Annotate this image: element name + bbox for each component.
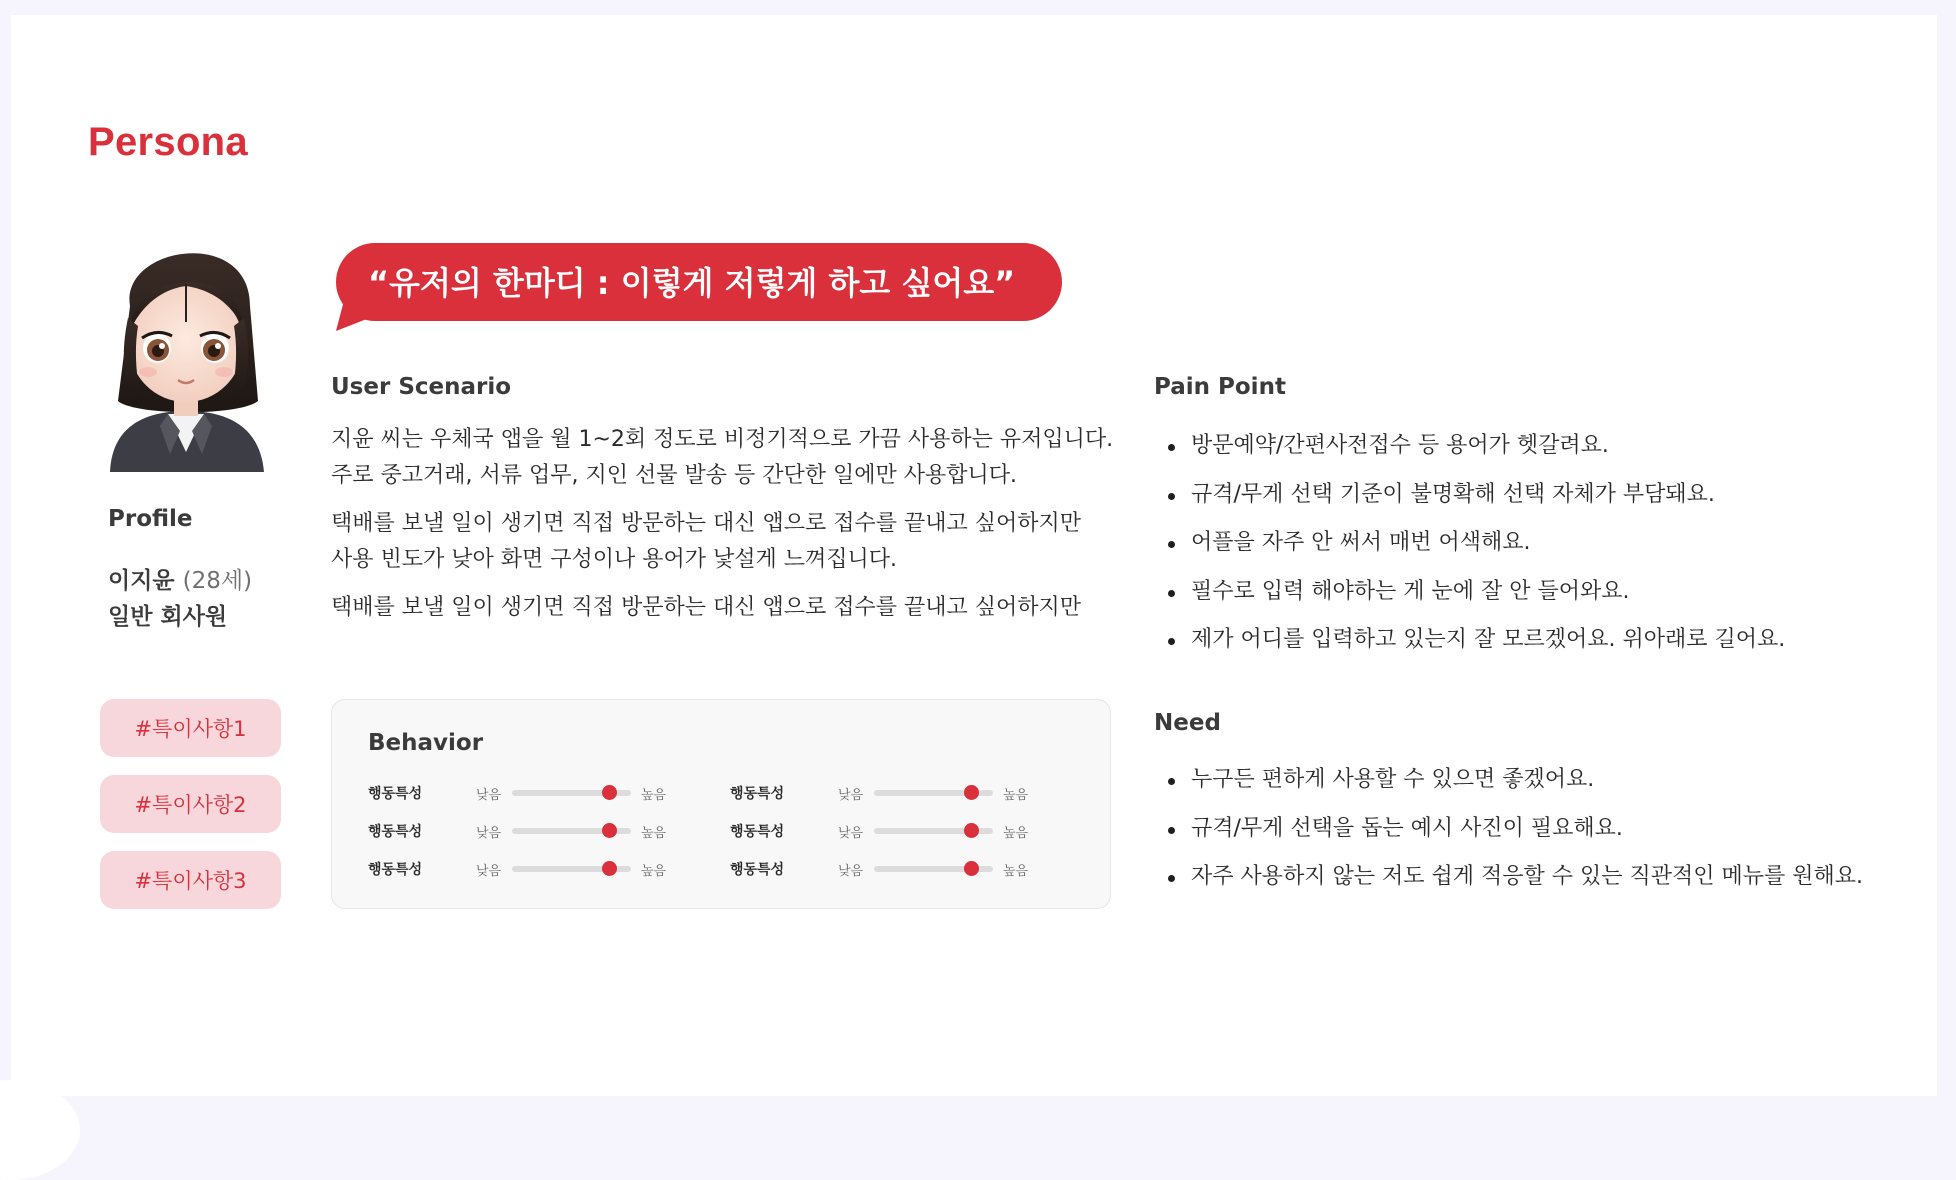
behavior-slider[interactable] [512, 828, 631, 834]
behavior-high-label: 높음 [1003, 825, 1029, 841]
scenario-line: 주로 중고거래, 서류 업무, 지인 선물 발송 등 간단한 일에만 사용합니다. [331, 463, 1017, 488]
bullet-icon [1168, 493, 1175, 500]
bullet-icon [1168, 590, 1175, 597]
behavior-row [368, 821, 666, 841]
quote-text: “유저의 한마디 : 이렇게 저렇게 하고 싶어요” [368, 264, 1016, 302]
behavior-high-label: 높음 [641, 787, 667, 803]
quote-bubble [336, 243, 1062, 323]
behavior-slider-knob[interactable] [964, 823, 979, 838]
tag-chip[interactable]: #특이사항1 [100, 699, 281, 757]
bullet-icon [1168, 778, 1175, 785]
profile-age: (28세) [182, 568, 253, 594]
need-list [1168, 756, 1863, 902]
scenario-line: 지윤 씨는 우체국 앱을 월 1~2회 정도로 비정기적으로 가끔 사용하는 유저입니다. [331, 427, 1114, 452]
user-scenario-text [331, 422, 1131, 638]
need-item [1168, 853, 1863, 902]
user-scenario-heading: User Scenario [331, 374, 512, 400]
page-title: Persona [88, 120, 248, 164]
behavior-label: 행동특성 [368, 862, 423, 878]
behavior-low-label: 낮음 [476, 825, 502, 841]
behavior-heading: Behavior [368, 730, 484, 756]
behavior-row [368, 783, 666, 803]
pain-point-item [1168, 568, 1785, 617]
profile-name: 이지윤 [108, 568, 175, 594]
behavior-low-label: 낮음 [838, 863, 864, 879]
behavior-label: 행동특성 [730, 824, 785, 840]
behavior-slider[interactable] [512, 866, 631, 872]
behavior-low-label: 낮음 [838, 825, 864, 841]
behavior-row [730, 859, 1028, 879]
tag-chip[interactable]: #특이사항3 [100, 851, 281, 909]
pain-point-text: 규격/무게 선택 기준이 불명확해 선택 자체가 부담돼요. [1191, 481, 1715, 507]
behavior-slider[interactable] [874, 790, 993, 796]
bullet-icon [1168, 638, 1175, 645]
need-heading: Need [1154, 710, 1221, 736]
behavior-slider[interactable] [874, 866, 993, 872]
pain-point-text: 어플을 자주 안 써서 매번 어색해요. [1191, 530, 1531, 555]
behavior-low-label: 낮음 [476, 787, 502, 803]
need-text: 규격/무게 선택을 돕는 예시 사진이 필요해요. [1191, 815, 1623, 841]
behavior-label: 행동특성 [730, 786, 785, 802]
behavior-slider-knob[interactable] [602, 785, 617, 800]
behavior-label: 행동특성 [368, 786, 423, 802]
pain-point-list [1168, 422, 1785, 665]
scenario-line: 택배를 보낼 일이 생기면 직접 방문하는 대신 앱으로 접수를 끝내고 싶어하지만 [331, 595, 1081, 620]
behavior-high-label: 높음 [1003, 863, 1029, 879]
behavior-high-label: 높음 [641, 863, 667, 879]
behavior-label: 행동특성 [368, 824, 423, 840]
scenario-line: 사용 빈도가 낮아 화면 구성이나 용어가 낯설게 느껴집니다. [331, 547, 897, 572]
behavior-high-label: 높음 [641, 825, 667, 841]
persona-avatar [90, 226, 283, 472]
pain-point-text: 제가 어디를 입력하고 있는지 잘 모르겠어요. 위아래로 길어요. [1191, 627, 1786, 652]
behavior-slider-knob[interactable] [964, 785, 979, 800]
behavior-low-label: 낮음 [838, 787, 864, 803]
need-item [1168, 805, 1863, 854]
pain-point-item [1168, 471, 1785, 520]
profile-heading: Profile [108, 506, 193, 532]
need-text: 누구든 편하게 사용할 수 있으면 좋겠어요. [1191, 767, 1595, 792]
behavior-panel [331, 699, 1111, 909]
scenario-paragraph [331, 506, 1131, 578]
behavior-row [730, 821, 1028, 841]
behavior-row [730, 783, 1028, 803]
behavior-slider-knob[interactable] [964, 861, 979, 876]
pain-point-text: 필수로 입력 해야하는 게 눈에 잘 안 들어와요. [1191, 578, 1630, 604]
pain-point-text: 방문예약/간편사전접수 등 용어가 헷갈려요. [1191, 433, 1609, 458]
bullet-icon [1168, 444, 1175, 451]
pain-point-heading: Pain Point [1154, 374, 1286, 400]
behavior-slider-knob[interactable] [602, 861, 617, 876]
behavior-low-label: 낮음 [476, 863, 502, 879]
bullet-icon [1168, 875, 1175, 882]
pain-point-item [1168, 616, 1785, 665]
profile-name-line [108, 562, 252, 600]
behavior-slider-knob[interactable] [602, 823, 617, 838]
tag-list [100, 699, 281, 927]
behavior-row [368, 859, 666, 879]
pain-point-item [1168, 422, 1785, 471]
need-item [1168, 756, 1863, 805]
behavior-slider[interactable] [874, 828, 993, 834]
behavior-slider[interactable] [512, 790, 631, 796]
tag-chip[interactable]: #특이사항2 [100, 775, 281, 833]
scenario-paragraph [331, 590, 1131, 626]
behavior-high-label: 높음 [1003, 787, 1029, 803]
behavior-label: 행동특성 [730, 862, 785, 878]
bullet-icon [1168, 827, 1175, 834]
profile-role: 일반 회사원 [108, 604, 228, 630]
scenario-line: 택배를 보낼 일이 생기면 직접 방문하는 대신 앱으로 접수를 끝내고 싶어하지만 [331, 511, 1081, 536]
pain-point-item [1168, 519, 1785, 568]
bullet-icon [1168, 541, 1175, 548]
scenario-paragraph [331, 422, 1131, 494]
need-text: 자주 사용하지 않는 저도 쉽게 적응할 수 있는 직관적인 메뉴를 원해요. [1191, 864, 1863, 889]
